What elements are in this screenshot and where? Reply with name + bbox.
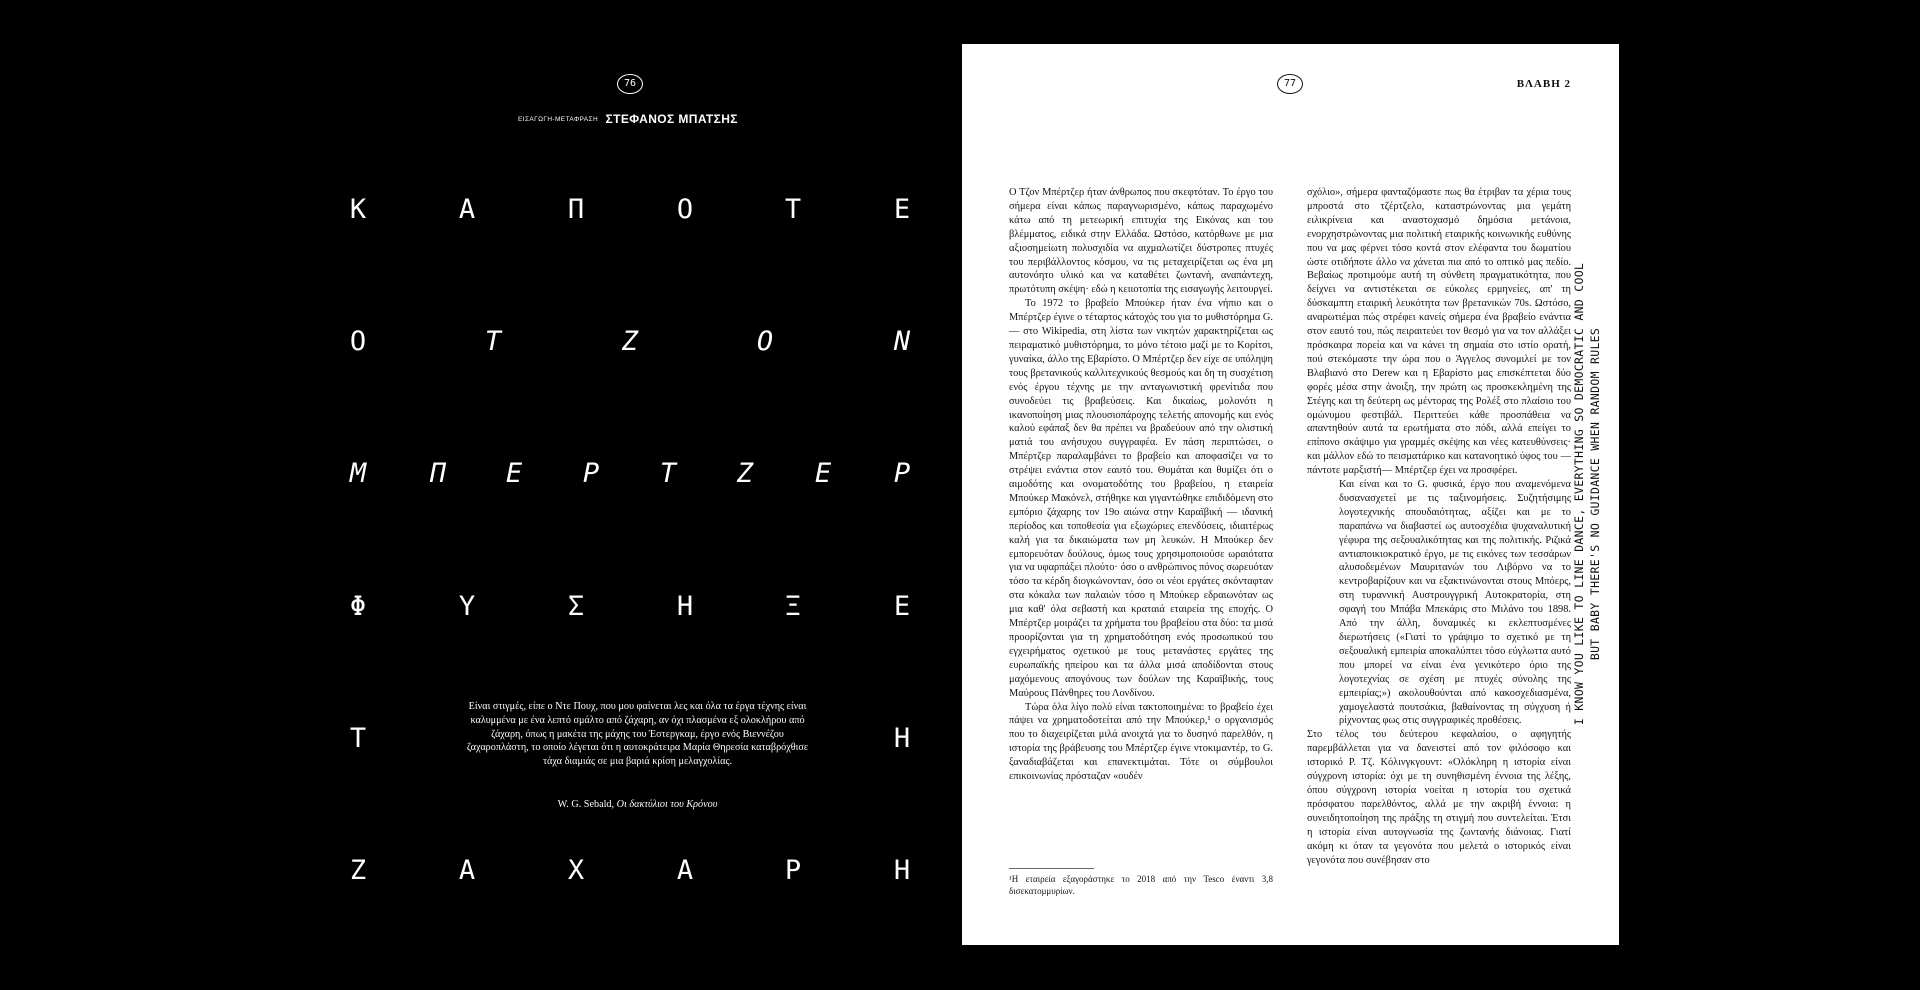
- running-header: ΒΛΑΒΗ 2: [1516, 78, 1571, 90]
- side-text-line-1: I KNOW YOU LIKE TO LINE DANCE, EVERYTHING SO DEMOCRATIC AND COOL: [1572, 262, 1586, 726]
- title-letter: Τ: [659, 458, 677, 489]
- text-column-left: [1009, 186, 1273, 784]
- title-letter: Ρ: [582, 458, 600, 489]
- right-page: [962, 44, 1619, 945]
- title-letter: Ξ: [784, 591, 802, 622]
- body-paragraph: Στο τέλος του δεύτερου κεφαλαίου, ο αφηγητής παρεμβάλλεται για να δανειστεί από τον φιλόσοφο και ιστορικό Ρ. Τζ. Κόλινγκγουντ: «Ολόκληρη η ιστορία είναι σύγχρονη ιστορία: όχι με τη συνηθισμένη έννοια της λέξης, όπου σύγχρονη ιστορία νοείται η ιστορία του σχετικά πρόσφατου παρελθόντος, αλλά με την ακριβή έννοια: η συνειδητοποίηση της πράξης τη στιγμή που συντελείται. Έτσι η ιστορία είναι αυτογνωσία της ζωντανής διάνοιας. Γιατί ακόμη κι όταν τα γεγονότα που μελετά ο ιστορικός είναι γεγονότα που συνέβησαν στο: [1307, 729, 1571, 866]
- title-letter: Η: [893, 723, 911, 754]
- title-grid-row: [340, 851, 920, 891]
- title-letter: Π: [567, 194, 585, 225]
- title-letter: Τ: [484, 326, 502, 357]
- body-paragraph: Και είναι και το G. φυσικά, έργο που αναμενόμενα δυσανασχετεί με τις ταξινομήσεις. Συζητήσιμης λογοτεχνικής σπουδαιότητας, αξίζει και με το παραπάνω να διαβαστεί ως αυτοσχέδια ψυχαναλυτική γέφυρα της σεξουαλικότητας και της πολιτικής. Ριζικά αντιαποικιοκρατικό έργο, με τις εικόνες των τεσσάρων αλυσοδεμένων Μαυριτανών του Λιβόρνο να το κεντροβαρίζουν και να εξακτινώνονται στους Μπόερς, στη τυραννική Αυστρουγγρική Αυτοκρατορία, στη σφαγή του Μπάβα Μπεκάρις στο Μιλάνο του 1898. Από την άλλη, δυναμικές κι εκλεπτυσμένες διερωτήσεις («Γιατί το γράψιμο το σχετικό με τη σεξουαλική εμπειρία αποκαλύπτει τόσο εύγλωττα αυτό που μπορεί να είναι ένα γενικότερο όριο της λογοτεχνίας σε σχέση με πτυχές σύνολης της εμπειρίας;») ακολουθούνται από κακοσχεδιασμένα, χαμογελαστά πουτσάκια, βαθαίνοντας τη σύγχυση ή ρίχνοντας φως στις συγγραφικές προθέσεις.: [1339, 479, 1571, 727]
- title-letter: Ε: [505, 458, 523, 489]
- title-letter: Σ: [567, 591, 585, 622]
- title-letter: Κ: [349, 194, 367, 225]
- title-letter: Μ: [349, 458, 367, 489]
- epigraph-attribution: [465, 799, 810, 810]
- credit-name: ΣΤΕΦΑΝΟΣ ΜΠΑΤΣΗΣ: [605, 112, 738, 126]
- body-paragraph: Το 1972 το βραβείο Μπούκερ ήταν ένα νήπιο και ο Μπέρτζερ έγινε ο τέταρτος κάτοχός του για το μυθιστόρημα G. — στο Wikipedia, στη λίστα των νικητών χαρακτηρίζεται ως πειραματικό μυθιστόρημα, το μόνο τέτοιο μαζί με το Κορίτσι, γυναίκα, άλλο της Εβαρίστο. Ο Μπέρτζερ δεν είχε σε υπόληψη τους βρετανικούς καλλιτεχνικούς θεσμούς και δη τη συσχέτιση ενός έργου τέχνης με την ανταγωνιστική φρενίτιδα που συνοδεύει τις βραβεύσεις. Και δικαίως, μολονότι η ικανοποίηση μιας πλουσιοπάροχης τελετής απονομής και ενός καλού εφάπαξ δεν θα πρέπει να βραδεύουν από την ολιστική ματιά του ανήσυχου συγγραφέα. Εν πάση περιπτώσει, ο Μπέρτζερ παραλαμβάνει το βραβείο και αποφασίζει να το στρέψει ενάντια στον εαυτό του. Θυμάται και θυμίζει ότι ο αιμοδότης και ονοματοδότης του βραβείου, η εταιρεία Μπούκερ Μακόνελ, στήθηκε και γιγαντώθηκε επιδιδόμενη στο εμπόριο ζάχαρης τον 19ο αιώνα στην Καραϊβική — ιδανική περίοδος και τοποθεσία για εξωχώριες επενδύσεις, ιδιαιτέρως καλή για τα δικαιώματα των μη λευκών. Η Μπούκερ δεν εμπορευόταν δούλους, όμως τους χρησιμοποιούσε ωραιότατα για να υφαρπάξει πλούτο· όσο ο ανθρώπινος πόνος σωρευόταν τόσο τα κέρδη διογκώνονταν, όσο οι νέοι εργάτες σκόνταφταν στα κόκαλα των παλαιών τόσο η Μπούκερ εδραιωνόταν ως μια καθ' όλα σεβαστή και κραταιά εταιρεία της εποχής. Ο Μπέρτζερ μοιράζει τα χρήματα του βραβείου στα δύο: τα μισά προορίζονται για τη χρηματοδότηση ενός προσωπικού του εγχειρήματος σχετικού με τους μετανάστες εργάτες της ευρωπαϊκής ηπείρου και τα άλλα μισά αποδίδονται στους μαχόμενους απογόνους των δούλων της Καραϊβικής, τους Μαύρους Πάνθηρες του Λονδίνου.: [1009, 298, 1273, 699]
- title-letter: Α: [458, 855, 476, 886]
- title-letter: Α: [458, 194, 476, 225]
- title-letter: Ζ: [621, 326, 639, 357]
- title-letter: Η: [676, 591, 694, 622]
- title-letter: Ο: [756, 326, 774, 357]
- footnote-rule: [1009, 868, 1094, 869]
- title-letter: Π: [429, 458, 447, 489]
- footnote: ¹Η εταιρεία εξαγοράστηκε το 2018 από την Tesco έναντι 3,8 δισεκατομμυρίων.: [1009, 874, 1273, 896]
- title-letter: Ρ: [784, 855, 802, 886]
- title-letter: Ζ: [349, 855, 367, 886]
- body-paragraph: Ο Τζον Μπέρτζερ ήταν άνθρωπος που σκεφτόταν. Το έργο του σήμερα είναι κάπως παραγνωρισμένο, κάπως παραχωμένο κάτω από τη μετεωρική επιτυχία της Εικόνας και του βλέμματος, ειδικά στην Ελλάδα. Ωστόσο, κατόρθωνε με μια αξιοσημείωτη πολυσχιδία να αιχμαλωτίζει δύστροπες πτυχές του περιβάλλοντος κόσμου, να τις μεταχειρίζεται ως ένα μη αυτονόητο υλικό και να καταθέτει ζωντανή, αναπάντεχη, πρωτότυπη σκέψη· εδώ η κειιοτοπία της εισαγωγής λειτουργεί.: [1009, 187, 1273, 296]
- page-number-right: 77: [1277, 74, 1303, 94]
- title-grid-row: [340, 587, 920, 627]
- title-grid-row: [340, 190, 920, 230]
- credit-role: ΕΙΣΑΓΩΓΗ-ΜΕΤΑΦΡΑΣΗ: [518, 116, 599, 123]
- title-letter: Α: [676, 855, 694, 886]
- translator-credit: [518, 110, 738, 128]
- page-number-left: 76: [617, 74, 643, 94]
- epigraph: Είναι στιγμές, είπε ο Ντε Πουχ, που μου φαίνεται λες και όλα τα έργα τέχνης είναι καλυμμένα με ένα λεπτό σμάλτο από ζάχαρη, αν όχι πλασμένα εξ ολοκλήρου από ζάχαρη, όπως η μακέτα της μάχης του Έστεργκαμ, έργο ενός Βιεννέζου ζαχαροπλάστη, το οποίο λέγεται ότι η αυτοκράτειρα Μαρία Θηρεσία καταβρόχθισε τάχα διαμιάς σε μια βαριά κρίση μελαγχολίας.: [466, 701, 809, 768]
- title-letter: Χ: [567, 855, 585, 886]
- body-paragraph: σχόλιο», σήμερα φανταζόμαστε πως θα έτριβαν τα χέρια τους μπροστά στο τζέρτζελο, καταστρώνοντας μια γεμάτη ειλικρίνεια και αναστοχασμό δημόσια μετάνοια, ενορχηστρώνοντας μια πολιτική εταιρικής κοινωνικής ευθύνης που να μας φέρνει τόσο κοντά στον ελέφαντα του δωματίου ώστε οτιδήποτε άλλο να χάνεται πια από το οπτικό μας πεδίο. Βεβαίως προτιμούμε αυτή τη σύνθετη πραγματικότητα, που δείχνει να αντιστέκεται σε εύκολες ερμηνείες, απ' τη δύσκαμπτη εταιρική λευκότητα των βρετανικών 70s. Ωστόσο, αναρωτιέμαι πώς στρέφει κανείς σήμερα ένα βραβείο ενάντια στον εαυτό του, πώς πειραιτεύει τον θεσμό για να τον αλλάξει πρόσκαιρα πορεία και να κάνει τη σημαία στο ιστίο ορατή, πού στεκόμαστε την ώρα που ο Άγγελος συνομιλεί με τον Βλαβιανό στο Derew και η Εβαρίστο μας επισκέπτεται δύο φορές μέσα στην άνοιξη, την πρώτη ως προσκεκλημένη της Στέγης και τη δεύτερη ως μέντορας της Ρολέξ στο πλαίσιο του ομώνυμου φεστιβάλ. Περιττεύει κάθε προσπάθεια να απαντηθούν αυτά τα ερωτήματα στο πόδι, αλλά επείγει το επίπονο σκάψιμο για γραμμές σκέψης και νέες κατευθύνσεις· και μάλλον εδώ το πεισματάρικο και κατανοητικό ύφος του —πάντοτε μαρξιστή— Μπέρτζερ έχει να προσφέρει.: [1307, 187, 1571, 477]
- text-column-right: [1307, 186, 1571, 867]
- title-letter: Ρ: [893, 458, 911, 489]
- title-letter: Ζ: [736, 458, 754, 489]
- side-text-line-2: BUT BABY THERE'S NO GUIDANCE WHEN RANDOM RULES: [1588, 327, 1602, 661]
- title-letter: Η: [893, 855, 911, 886]
- title-letter: Τ: [784, 194, 802, 225]
- body-paragraph: Τώρα όλα λίγο πολύ είναι τακτοποιημένα: το βραβείο έχει πάψει να χρηματοδοτείται από την Μπούκερ,¹ ο οργανισμός που το διαχειρίζεται μιλά ανοιχτά για το δυσηνό παρελθόν, η ιστορία της βράβευσης του Μπέρτζερ έγινε ντοκιμαντέρ, το G. ξαναδιαβάζεται και επανεκτιμάται. Τότε οι σύμβουλοι επικοινωνίας πρόσταζαν «ουδέν: [1009, 701, 1273, 783]
- attribution-author: W. G. Sebald,: [557, 799, 617, 810]
- title-letter: Ο: [676, 194, 694, 225]
- title-letter: Ε: [893, 591, 911, 622]
- attribution-work: Οι δακτύλιοι του Κρόνου: [616, 799, 718, 810]
- title-letter: Ν: [893, 326, 911, 357]
- title-letter: Ε: [893, 194, 911, 225]
- title-grid-row: [340, 454, 920, 494]
- title-letter: Υ: [458, 591, 476, 622]
- title-letter: Φ: [349, 591, 367, 622]
- title-letter: Ο: [349, 326, 367, 357]
- title-letter: Τ: [349, 723, 367, 754]
- title-grid-row: [340, 322, 920, 362]
- title-letter: Ε: [814, 458, 832, 489]
